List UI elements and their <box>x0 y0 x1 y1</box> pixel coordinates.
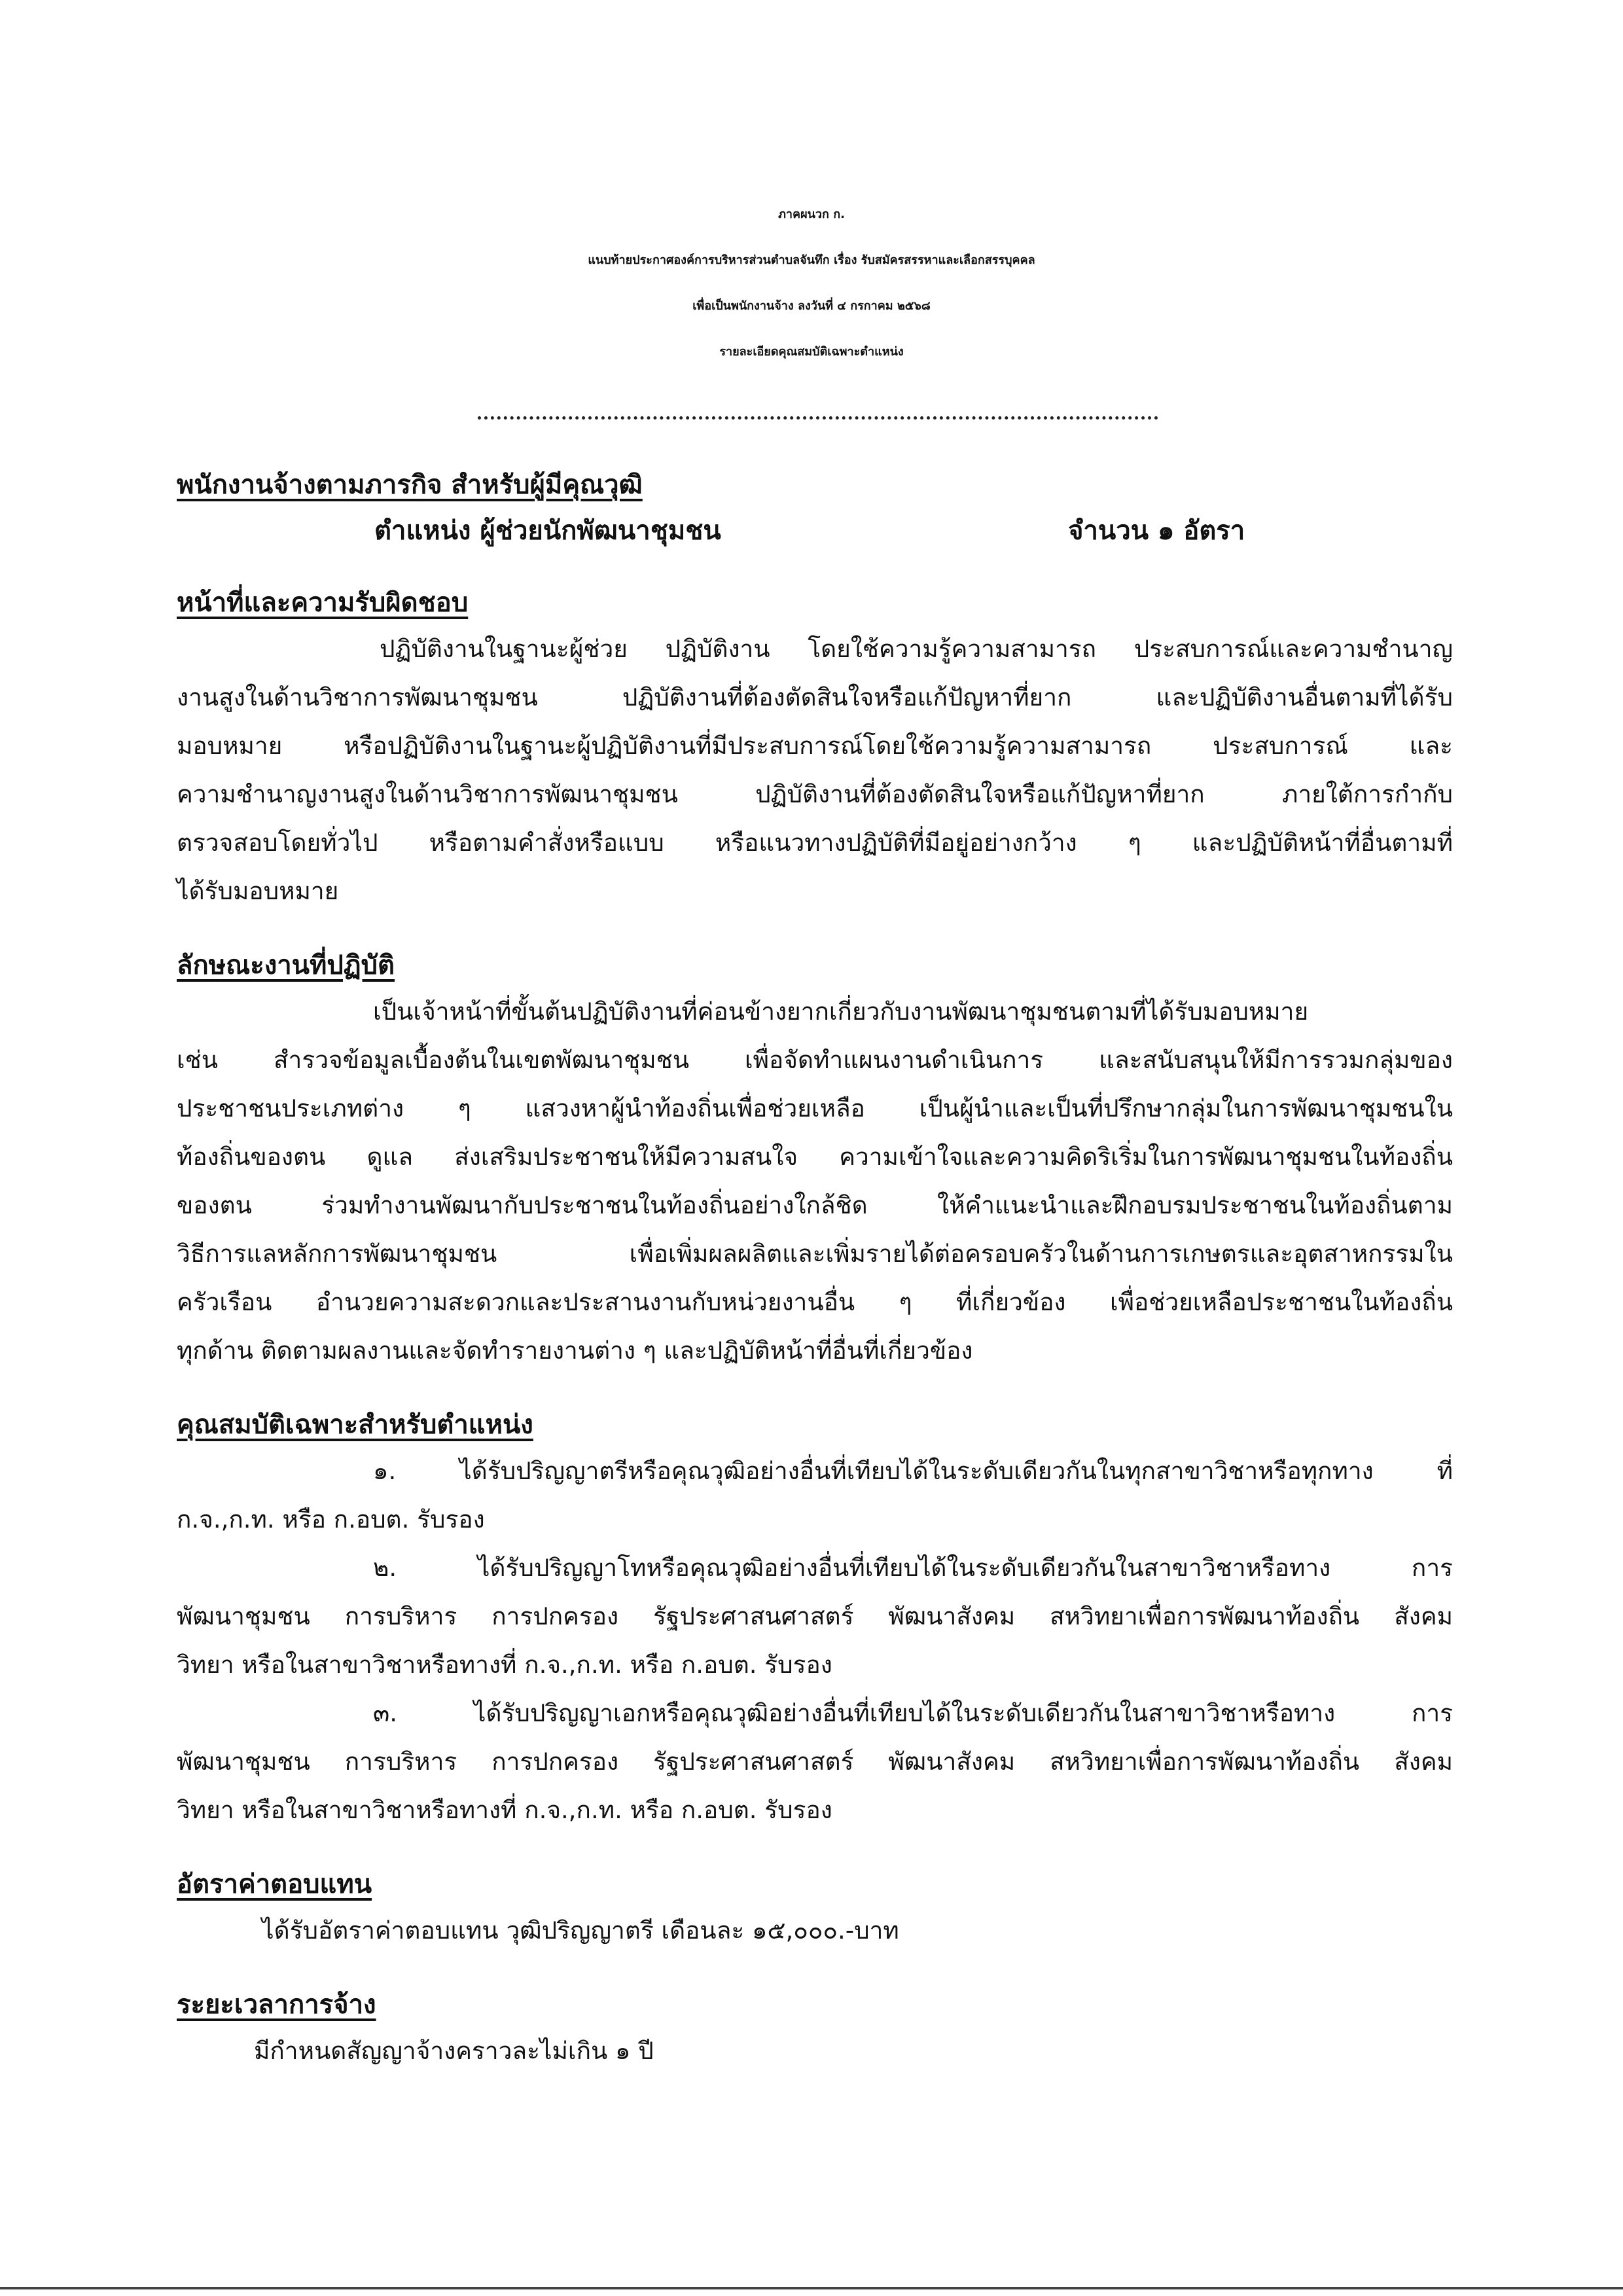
duties-line: ได้รับมอบหมาย <box>177 877 339 905</box>
duties-line: งานสูงในด้านวิชาการพัฒนาชุมชน ปฏิบัติงานที่ต้องตัดสินใจหรือแก้ปัญหาที่ยาก และปฏิบัติงานอื่นตามที่ได้รับ <box>177 683 1453 711</box>
position-count: จำนวน ๑ อัตรา <box>1068 516 1245 546</box>
work-line: เช่น สำรวจข้อมูลเบื้องต้นในเขตพัฒนาชุมชน เพื่อจัดทำแผนงานดำเนินการ และสนับสนุนให้มีการรวมกลุ่มของ <box>177 1046 1453 1074</box>
work-line: เป็นเจ้าหน้าที่ขั้นต้นปฏิบัติงานที่ค่อนข้างยากเกี่ยวกับงานพัฒนาชุมชนตามที่ได้รับมอบหมาย <box>373 997 1309 1026</box>
qualification-line: พัฒนาชุมชน การบริหาร การปกครอง รัฐประศาสนศาสตร์ พัฒนาสังคม สหวิทยาเพื่อการพัฒนาท้องถิ่น สังคม <box>177 1748 1453 1776</box>
work-line: ของตน ร่วมทำงานพัฒนากับประชาชนในท้องถิ่นอย่างใกล้ชิด ให้คำแนะนำและฝึกอบรมประชาชนในท้องถิ่นตาม <box>177 1191 1453 1219</box>
work-line: ทุกด้าน ติดตามผลงานและจัดทำรายงานต่าง ๆ และปฏิบัติหน้าที่อื่นที่เกี่ยวข้อง <box>177 1336 973 1365</box>
duties-line: ตรวจสอบโดยทั่วไป หรือตามคำสั่งหรือแบบ หรือแนวทางปฏิบัติที่มีอยู่อย่างกว้าง ๆ และปฏิบัติหน้าที่อื่นตามที่ <box>177 829 1453 857</box>
duties-line: ความชำนาญงานสูงในด้านวิชาการพัฒนาชุมชน ปฏิบัติงานที่ต้องตัดสินใจหรือแก้ปัญหาที่ยาก ภายใต้การกำกับ <box>177 780 1453 808</box>
compensation-heading: อัตราค่าตอบแทน <box>177 1869 372 1899</box>
qualification-line: ก.จ.,ก.ท. หรือ ก.อบต. รับรอง <box>177 1505 485 1534</box>
duties-line: มอบหมาย หรือปฏิบัติงานในฐานะผู้ปฏิบัติงานที่มีประสบการณ์โดยใช้ความรู้ความสามารถ ประสบการณ์ และ <box>177 732 1453 760</box>
work-line: ท้องถิ่นของตน ดูแล ส่งเสริมประชาชนให้มีความสนใจ ความเข้าใจและความคิดริเริ่มในการพัฒนาชุมชนในท้องถิ่น <box>177 1143 1453 1171</box>
qualification-line: ๓. ได้รับปริญญาเอกหรือคุณวุฒิอย่างอื่นที่เทียบได้ในระดับเดียวกันในสาขาวิชาหรือทาง การ <box>373 1699 1453 1727</box>
work-line: วิธีการแลหลักการพัฒนาชุมชน เพื่อเพิ่มผลผลิตและเพิ่มรายได้ต่อครอบครัวในด้านการเกษตรและอุตสาหกรรมใน <box>177 1240 1453 1268</box>
compensation-text: ได้รับอัตราค่าตอบแทน วุฒิปริญญาตรี เดือนละ ๑๕,๐๐๐.-บาท <box>262 1916 899 1945</box>
scan-bottom-edge <box>0 2287 1623 2289</box>
announcement-date: เพื่อเป็นพนักงานจ้าง ลงวันที่ ๔ กรกาคม ๒๕๖๘ <box>692 299 931 313</box>
qualification-line: พัฒนาชุมชน การบริหาร การปกครอง รัฐประศาสนศาสตร์ พัฒนาสังคม สหวิทยาเพื่อการพัฒนาท้องถิ่น สังคม <box>177 1602 1453 1630</box>
term-text: มีกำหนดสัญญาจ้างคราวละไม่เกิน ๑ ปี <box>254 2037 654 2065</box>
qualification-line: ๒. ได้รับปริญญาโทหรือคุณวุฒิอย่างอื่นที่เทียบได้ในระดับเดียวกันในสาขาวิชาหรือทาง การ <box>373 1554 1453 1582</box>
announcement-title: แนบท้ายประกาศองค์การบริหารส่วนตำบลจันทึก เรื่อง รับสมัครสรรหาและเลือกสรรบุคคล <box>588 253 1035 267</box>
qualification-line: ๑. ได้รับปริญญาตรีหรือคุณวุฒิอย่างอื่นที่เทียบได้ในระดับเดียวกันในทุกสาขาวิชาหรือทุกทาง ที่ <box>373 1457 1453 1485</box>
document-subtitle: รายละเอียดคุณสมบัติเฉพาะตำแหน่ง <box>719 345 904 359</box>
duties-heading: หน้าที่และความรับผิดชอบ <box>177 588 469 618</box>
qualification-line: วิทยา หรือในสาขาวิชาหรือทางที่ ก.จ.,ก.ท. หรือ ก.อบต. รับรอง <box>177 1651 832 1679</box>
employment-category: พนักงานจ้างตามภารกิจ สำหรับผู้มีคุณวุฒิ <box>177 470 643 500</box>
qualification-line: วิทยา หรือในสาขาวิชาหรือทางที่ ก.จ.,ก.ท. หรือ ก.อบต. รับรอง <box>177 1796 832 1824</box>
qualifications-heading: คุณสมบัติเฉพาะสำหรับตำแหน่ง <box>177 1410 533 1440</box>
work-line: ประชาชนประเภทต่าง ๆ แสวงหาผู้นำท้องถิ่นเพื่อช่วยเหลือ เป็นผู้นำและเป็นที่ปรึกษากลุ่มในการพัฒนาชุมชนใน <box>177 1094 1453 1122</box>
term-heading: ระยะเวลาการจ้าง <box>177 1990 376 2020</box>
appendix-label: ภาคผนวก ก. <box>778 207 845 221</box>
duties-line: ปฏิบัติงานในฐานะผู้ช่วย ปฏิบัติงาน โดยใช้ความรู้ความสามารถ ประสบการณ์และความชำนาญ <box>380 635 1453 663</box>
work-line: ครัวเรือน อำนวยความสะดวกและประสานงานกับหน่วยงานอื่น ๆ ที่เกี่ยวข้อง เพื่อช่วยเหลือประชาชนในท้องถิ่น <box>177 1288 1453 1316</box>
position-title: ตำแหน่ง ผู้ช่วยนักพัฒนาชุมชน <box>374 516 721 546</box>
dotted-divider <box>478 416 1158 420</box>
work-heading: ลักษณะงานที่ปฏิบัติ <box>177 950 395 980</box>
